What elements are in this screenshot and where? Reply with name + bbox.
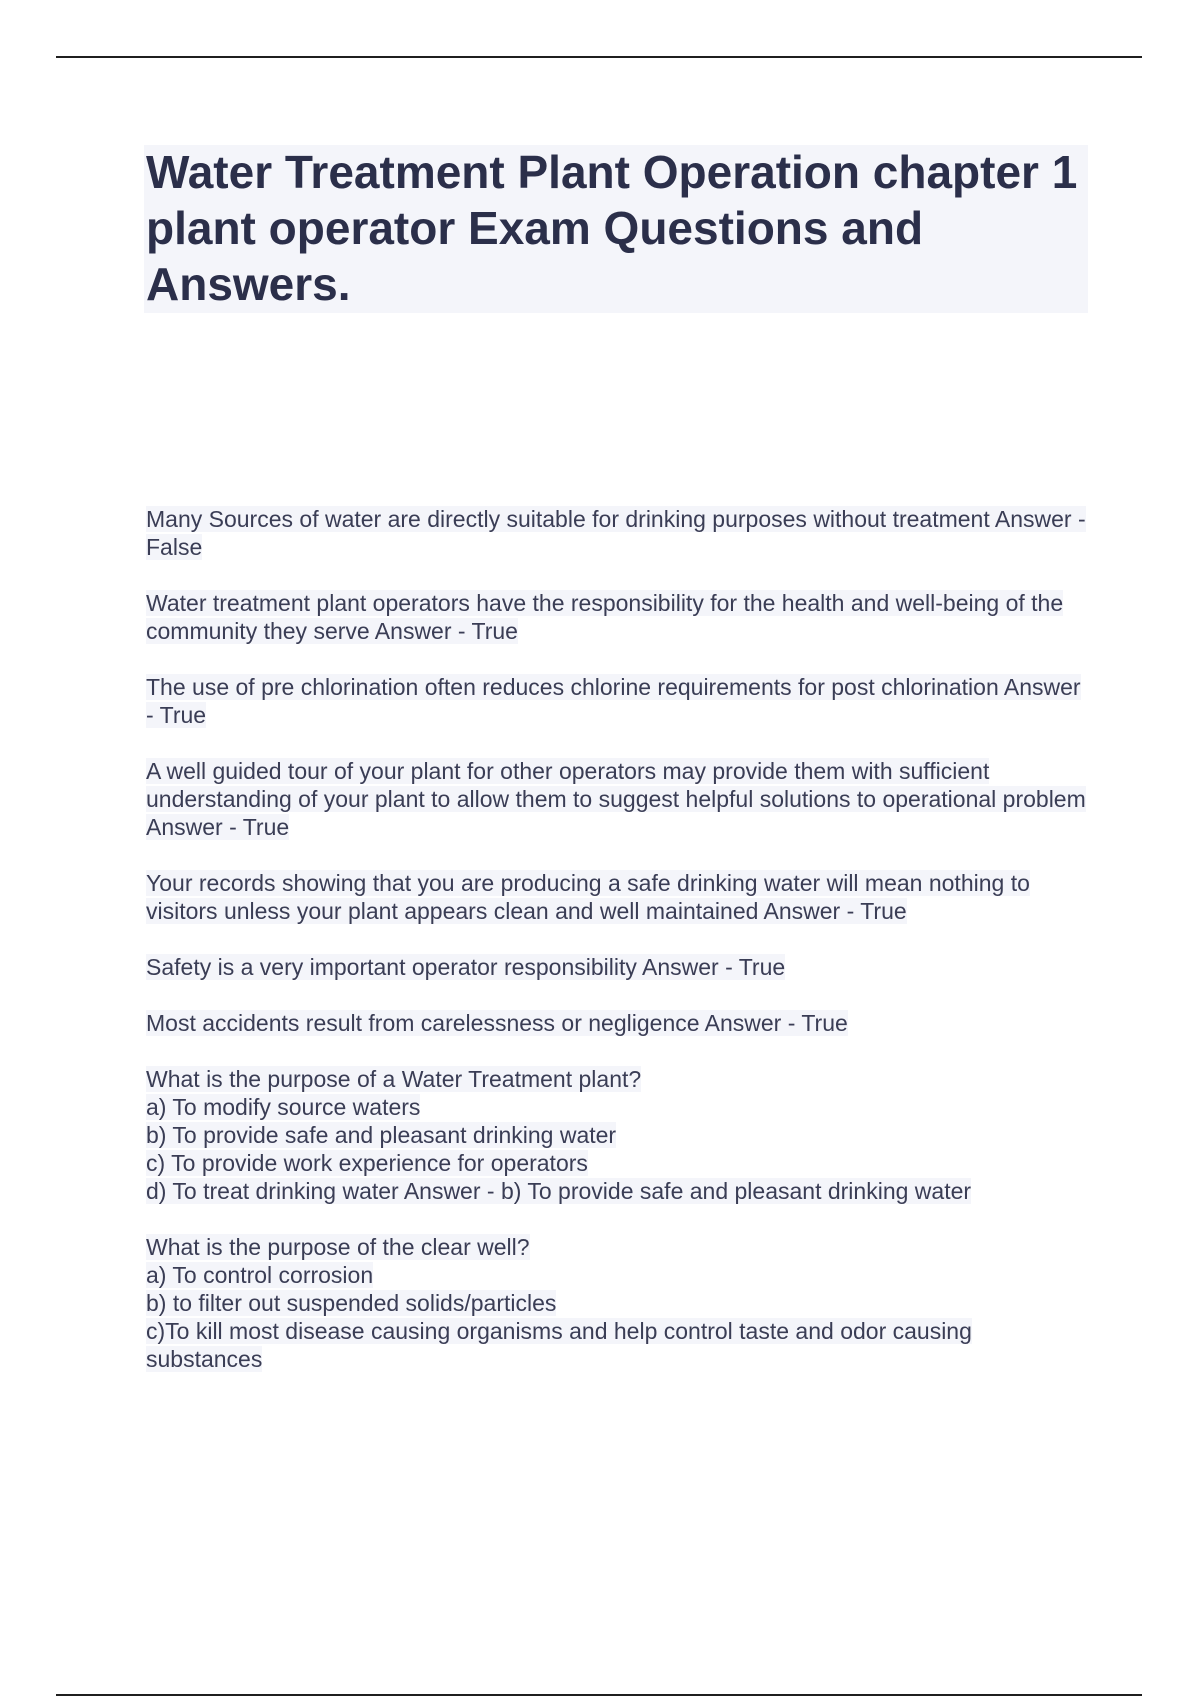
top-rule <box>56 56 1142 58</box>
qa-item: A well guided tour of your plant for other operators may provide them with sufficient understanding of your plant to allow them to suggest helpful solutions to operational problem Answer - True <box>146 758 1086 840</box>
mc-question <box>146 1065 1086 1205</box>
bottom-rule <box>56 1694 1142 1696</box>
qa-list <box>146 505 1086 1401</box>
qa-item: Safety is a very important operator responsibility Answer - True <box>146 954 786 980</box>
qa-item: Many Sources of water are directly suitable for drinking purposes without treatment Answer - False <box>146 506 1086 560</box>
qa-item: Most accidents result from carelessness or negligence Answer - True <box>146 1010 848 1036</box>
mc-option: b) to filter out suspended solids/particles <box>146 1290 557 1316</box>
qa-item: Water treatment plant operators have the responsibility for the health and well-being of the community they serve Answer - True <box>146 590 1064 644</box>
document-title: Water Treatment Plant Operation chapter 1 plant operator Exam Questions and Answers. <box>146 146 1078 310</box>
mc-option: a) To control corrosion <box>146 1262 374 1288</box>
mc-question-text: What is the purpose of the clear well? <box>146 1234 530 1260</box>
mc-option: c) To provide work experience for operators <box>146 1150 588 1176</box>
mc-option: b) To provide safe and pleasant drinking water <box>146 1122 617 1148</box>
mc-option: a) To modify source waters <box>146 1094 421 1120</box>
mc-option-with-answer: d) To treat drinking water Answer - b) To provide safe and pleasant drinking water <box>146 1178 972 1204</box>
qa-item: Your records showing that you are producing a safe drinking water will mean nothing to visitors unless your plant appears clean and well maintained Answer - True <box>146 870 1030 924</box>
qa-item: The use of pre chlorination often reduces chlorine requirements for post chlorination Answer - True <box>146 674 1081 728</box>
mc-question-text: What is the purpose of a Water Treatment plant? <box>146 1066 642 1092</box>
mc-question <box>146 1233 1086 1373</box>
mc-option: c)To kill most disease causing organisms and help control taste and odor causing substances <box>146 1318 972 1372</box>
